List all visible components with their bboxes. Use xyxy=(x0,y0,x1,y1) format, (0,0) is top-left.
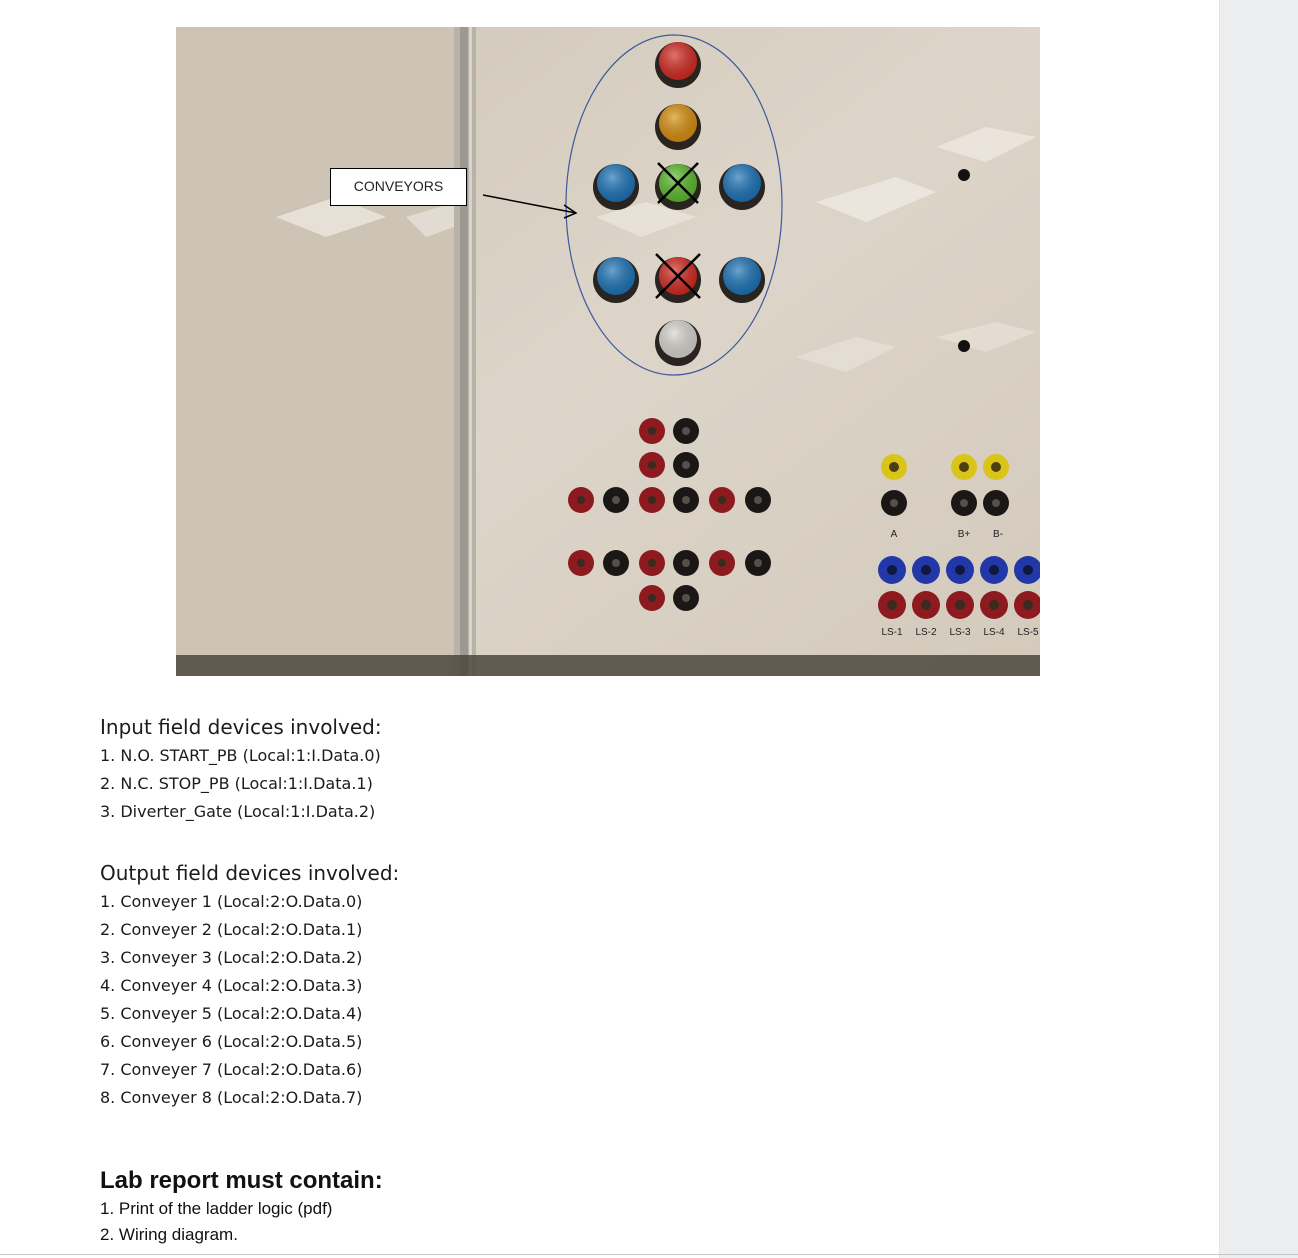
connector-label-bplus: B+ xyxy=(957,529,971,540)
list-item: 7. Conveyer 7 (Local:2:O.Data.6) xyxy=(100,1060,363,1079)
input-devices-section xyxy=(100,712,800,826)
lab-report-heading: Lab report must contain: xyxy=(100,1167,383,1194)
connector-label-bminus: B- xyxy=(993,529,1003,540)
connector-label-a: A xyxy=(890,529,898,540)
list-item: 1. N.O. START_PB (Local:1:I.Data.0) xyxy=(100,746,381,765)
list-item: 5. Conveyer 5 (Local:2:O.Data.4) xyxy=(100,1004,363,1023)
list-item: 2. Conveyer 2 (Local:2:O.Data.1) xyxy=(100,920,363,939)
list-item: 1. Print of the ladder logic (pdf) xyxy=(100,1199,333,1218)
input-devices-heading: Input field devices involved: xyxy=(100,715,382,739)
panel-photo xyxy=(176,27,1040,676)
lab-report-section xyxy=(100,1166,800,1248)
left-panel xyxy=(176,27,468,676)
conveyors-callout: CONVEYORS xyxy=(330,168,467,206)
list-item: 6. Conveyer 6 (Local:2:O.Data.5) xyxy=(100,1032,363,1051)
list-item: 2. N.C. STOP_PB (Local:1:I.Data.1) xyxy=(100,774,373,793)
lab-report-list xyxy=(100,1196,800,1248)
list-item: 2. Wiring diagram. xyxy=(100,1225,238,1244)
output-devices-section xyxy=(100,858,800,1112)
ls-label-4: LS-4 xyxy=(983,627,1005,638)
page-bottom-border xyxy=(0,1254,1298,1255)
ls-label-5: LS-5 xyxy=(1017,627,1039,638)
ls-label-3: LS-3 xyxy=(949,627,971,638)
list-item: 3. Conveyer 3 (Local:2:O.Data.2) xyxy=(100,948,363,967)
viewer-gutter xyxy=(1219,0,1298,1258)
list-item: 3. Diverter_Gate (Local:1:I.Data.2) xyxy=(100,802,376,821)
output-devices-list xyxy=(100,888,800,1112)
ls-label-1: LS-1 xyxy=(881,627,903,638)
output-devices-heading: Output field devices involved: xyxy=(100,861,400,885)
list-item: 1. Conveyer 1 (Local:2:O.Data.0) xyxy=(100,892,363,911)
ls-label-2: LS-2 xyxy=(915,627,937,638)
list-item: 8. Conveyer 8 (Local:2:O.Data.7) xyxy=(100,1088,363,1107)
list-item: 4. Conveyer 4 (Local:2:O.Data.3) xyxy=(100,976,363,995)
input-devices-list xyxy=(100,742,800,826)
